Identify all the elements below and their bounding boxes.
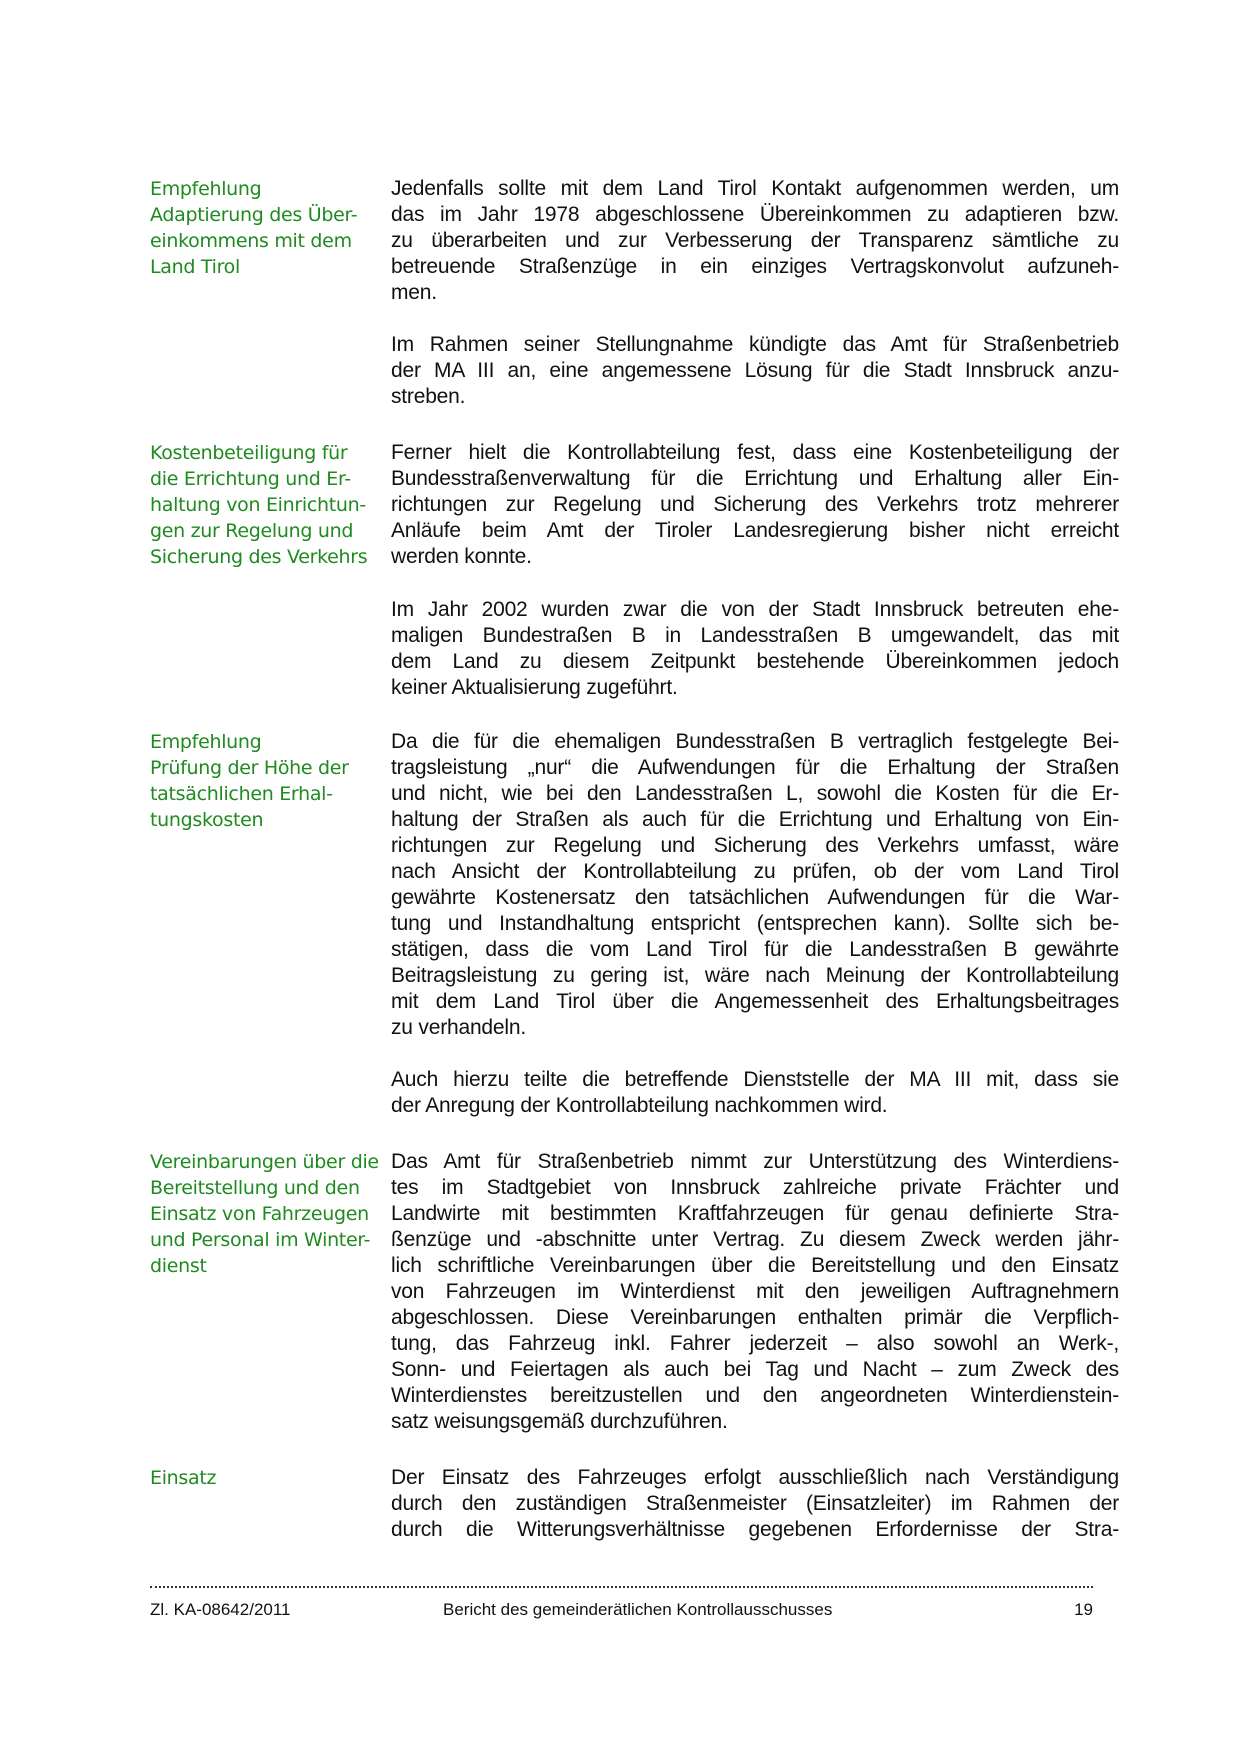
- margin-note-kostenbeteiligung: [150, 440, 382, 570]
- text-line: betreuende Straßenzüge in ein einziges Vertragskonvolut aufzuneh-: [391, 255, 1119, 278]
- paragraph-beitragsleistung: [391, 729, 1119, 1041]
- page-footer: [150, 1600, 1093, 1624]
- text-line: keiner Aktualisierung zugeführt.: [391, 676, 678, 699]
- text-line: Sonn- und Feiertagen als auch bei Tag und Nacht – zum Zweck des: [391, 1358, 1119, 1381]
- text-line: Landwirte mit bestimmten Kraftfahrzeugen für genau definierte Stra-: [391, 1202, 1119, 1225]
- text-line: haltung der Straßen als auch für die Errichtung und Erhaltung von Ein-: [391, 808, 1119, 831]
- margin-note-line: Vereinbarungen über die: [150, 1151, 379, 1173]
- footer-page-number: 19: [1074, 1600, 1093, 1619]
- text-line: richtungen zur Regelung und Sicherung des Verkehrs trotz mehrerer: [391, 493, 1119, 516]
- margin-note-line: Kostenbeteiligung für: [150, 442, 348, 464]
- text-line: durch den zuständigen Straßenmeister (Einsatzleiter) im Rahmen der: [391, 1492, 1119, 1515]
- paragraph-kontakt-land-tirol: [391, 176, 1119, 306]
- margin-note-line: Prüfung der Höhe der: [150, 757, 349, 779]
- text-line: Im Rahmen seiner Stellungnahme kündigte das Amt für Straßenbetrieb: [391, 333, 1119, 356]
- margin-note-line: und Personal im Winter-: [150, 1229, 371, 1251]
- text-line: von Fahrzeugen im Winterdienst mit den jeweiligen Auftragnehmern: [391, 1280, 1119, 1303]
- text-line: werden konnte.: [391, 545, 532, 568]
- text-line: richtungen zur Regelung und Sicherung des Verkehrs umfasst, wäre: [391, 834, 1119, 857]
- margin-note-line: Land Tirol: [150, 256, 240, 278]
- text-line: Anläufe beim Amt der Tiroler Landesregierung bisher nicht erreicht: [391, 519, 1119, 542]
- text-line: ßenzüge und -abschnitte unter Vertrag. Zu diesem Zweck werden jähr-: [391, 1228, 1119, 1251]
- paragraph-stellungnahme: [391, 332, 1119, 410]
- text-line: Auch hierzu teilte die betreffende Dienststelle der MA III mit, dass sie: [391, 1068, 1119, 1091]
- text-line: Da die für die ehemaligen Bundesstraßen B vertraglich festgelegte Bei-: [391, 730, 1119, 753]
- text-line: durch die Witterungsverhältnisse gegebenen Erfordernisse der Stra-: [391, 1518, 1119, 1541]
- text-line: Der Einsatz des Fahrzeuges erfolgt ausschließlich nach Verständigung: [391, 1466, 1119, 1489]
- margin-note-line: Sicherung des Verkehrs: [150, 546, 368, 568]
- text-line: Beitragsleistung zu gering ist, wäre nach Meinung der Kontrollabteilung: [391, 964, 1119, 987]
- text-line: das im Jahr 1978 abgeschlossene Übereinkommen zu adaptieren bzw.: [391, 203, 1119, 226]
- margin-note-line: Bereitstellung und den: [150, 1177, 360, 1199]
- footer-reference-number: Zl. KA-08642/2011: [150, 1600, 291, 1619]
- paragraph-winterdienst: [391, 1149, 1119, 1435]
- text-line: maligen Bundestraßen B in Landesstraßen B umgewandelt, das mit: [391, 624, 1119, 647]
- text-line: men.: [391, 281, 437, 304]
- margin-note-line: die Errichtung und Er-: [150, 468, 351, 490]
- text-line: stätigen, dass die vom Land Tirol für die Landesstraßen B gewährte: [391, 938, 1119, 961]
- margin-note-adaptierung: [150, 176, 382, 280]
- text-line: zu verhandeln.: [391, 1016, 526, 1039]
- text-line: Bundesstraßenverwaltung für die Errichtung und Erhaltung aller Ein-: [391, 467, 1119, 490]
- text-line: satz weisungsgemäß durchzuführen.: [391, 1410, 728, 1433]
- paragraph-kostenbeteiligung: [391, 440, 1119, 570]
- margin-note-einsatz: [150, 1465, 382, 1491]
- margin-note-line: Einsatz von Fahrzeugen: [150, 1203, 369, 1225]
- text-line: tragsleistung „nur“ die Aufwendungen für die Erhaltung der Straßen: [391, 756, 1119, 779]
- text-line: Das Amt für Straßenbetrieb nimmt zur Unterstützung des Winterdiens-: [391, 1150, 1119, 1173]
- text-line: mit dem Land Tirol über die Angemessenheit des Erhaltungsbeitrages: [391, 990, 1119, 1013]
- margin-note-line: tungskosten: [150, 809, 264, 831]
- margin-note-line: dienst: [150, 1255, 207, 1277]
- text-line: Jedenfalls sollte mit dem Land Tirol Kontakt aufgenommen werden, um: [391, 177, 1119, 200]
- text-line: abgeschlossen. Diese Vereinbarungen enthalten primär die Verpflich-: [391, 1306, 1119, 1329]
- margin-note-line: Empfehlung: [150, 178, 262, 200]
- footer-report-title: Bericht des gemeinderätlichen Kontrollausschusses: [443, 1600, 833, 1619]
- text-line: dem Land zu diesem Zeitpunkt bestehende Übereinkommen jedoch: [391, 650, 1119, 673]
- margin-note-line: einkommens mit dem: [150, 230, 352, 252]
- text-line: nach Ansicht der Kontrollabteilung zu prüfen, ob der vom Land Tirol: [391, 860, 1119, 883]
- text-line: Winterdienstes bereitzustellen und den angeordneten Winterdienstein-: [391, 1384, 1119, 1407]
- margin-note-line: haltung von Einrichtun-: [150, 494, 366, 516]
- text-line: tung, das Fahrzeug inkl. Fahrer jederzeit – also sowohl an Werk-,: [391, 1332, 1119, 1355]
- text-line: der Anregung der Kontrollabteilung nachkommen wird.: [391, 1094, 888, 1117]
- paragraph-einsatz: [391, 1465, 1119, 1543]
- margin-note-line: Adaptierung des Über-: [150, 204, 358, 226]
- paragraph-auch-hierzu: [391, 1067, 1119, 1119]
- margin-note-line: Empfehlung: [150, 731, 262, 753]
- margin-note-vereinbarungen-winterdienst: [150, 1149, 382, 1279]
- text-line: Im Jahr 2002 wurden zwar die von der Stadt Innsbruck betreuten ehe-: [391, 598, 1119, 621]
- text-line: streben.: [391, 385, 466, 408]
- text-line: der MA III an, eine angemessene Lösung für die Stadt Innsbruck anzu-: [391, 359, 1119, 382]
- footer-dotted-divider: [150, 1586, 1093, 1588]
- text-line: tung und Instandhaltung entspricht (entsprechen kann). Sollte sich be-: [391, 912, 1119, 935]
- margin-note-pruefung-erhaltungskosten: [150, 729, 382, 833]
- paragraph-jahr-2002: [391, 597, 1119, 701]
- text-line: Ferner hielt die Kontrollabteilung fest, dass eine Kostenbeteiligung der: [391, 441, 1119, 464]
- margin-note-line: Einsatz: [150, 1467, 217, 1489]
- text-line: gewährte Kostenersatz den tatsächlichen Aufwendungen für die War-: [391, 886, 1119, 909]
- text-line: und nicht, wie bei den Landesstraßen L, sowohl die Kosten für die Er-: [391, 782, 1119, 805]
- text-line: tes im Stadtgebiet von Innsbruck zahlreiche private Frächter und: [391, 1176, 1119, 1199]
- text-line: zu überarbeiten und zur Verbesserung der Transparenz sämtliche zu: [391, 229, 1119, 252]
- margin-note-line: tatsächlichen Erhal-: [150, 783, 333, 805]
- text-line: lich schriftliche Vereinbarungen über die Bereitstellung und den Einsatz: [391, 1254, 1119, 1277]
- margin-note-line: gen zur Regelung und: [150, 520, 354, 542]
